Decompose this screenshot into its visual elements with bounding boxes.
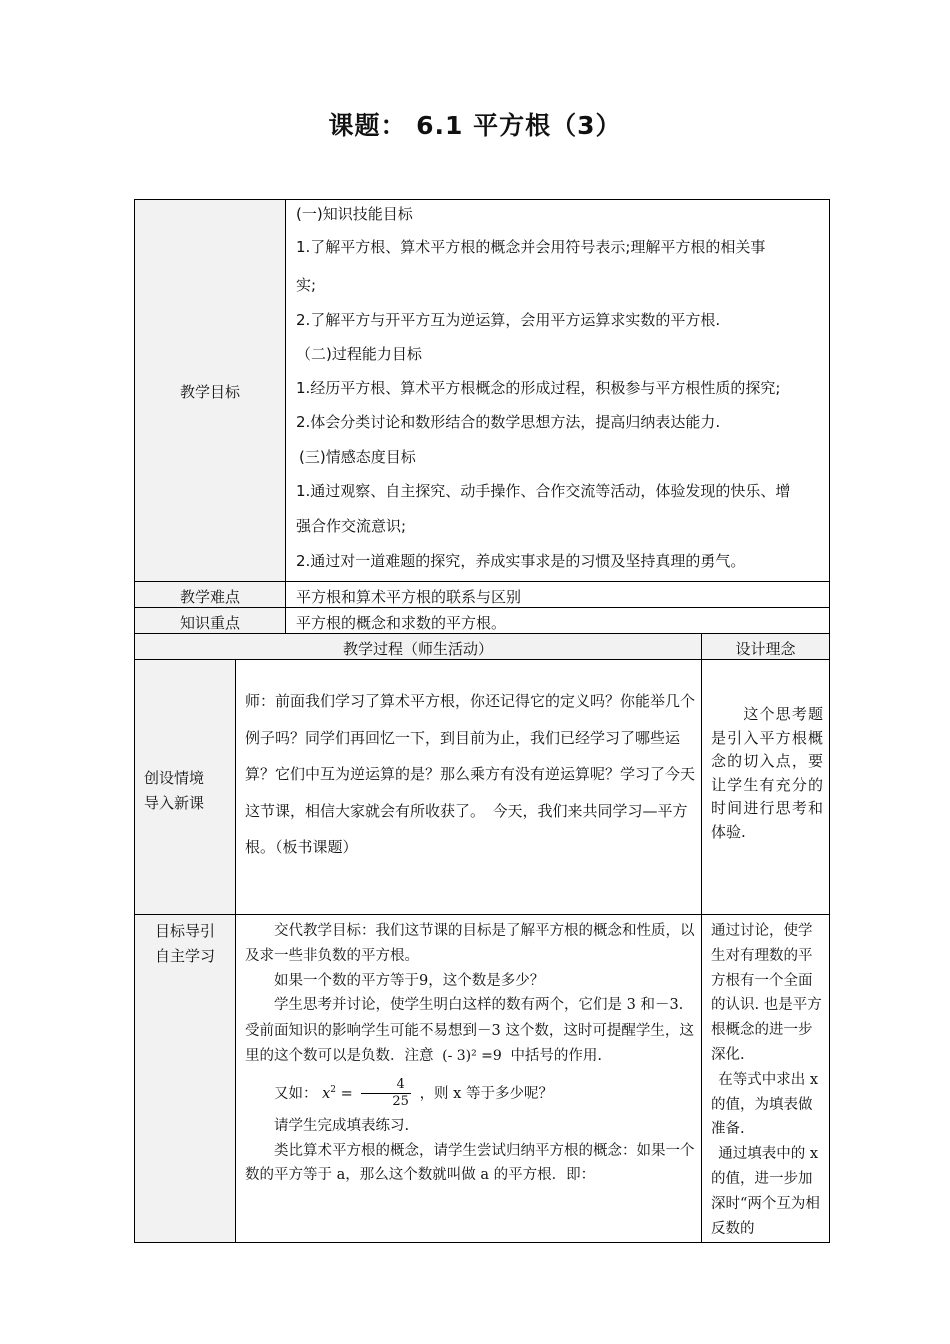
table-col-divider	[701, 633, 702, 1243]
table-row-divider	[134, 633, 830, 634]
section2-paragraph: 类比算术平方根的概念，请学生尝试归纳平方根的概念：如果一个数的平方等于 a，那么这个数就叫做 a 的平方根．即：	[245, 1142, 695, 1184]
objectives-line: （二)过程能力目标	[296, 345, 422, 363]
section2-paragraph: 如果一个数的平方等于9，这个数是多少？	[274, 972, 545, 989]
objectives-line: 强合作交流意识;	[296, 517, 407, 535]
section2-label-line1: 目标导引	[154, 922, 215, 940]
objectives-line: (一)知识技能目标	[296, 205, 413, 223]
fraction-denominator: 25	[392, 1094, 409, 1110]
math-variable: x	[322, 1085, 331, 1102]
objectives-line: 实;	[296, 276, 317, 294]
process-header-left: 教学过程（师生活动）	[342, 640, 493, 658]
section2-note	[711, 919, 823, 1241]
table-row-divider	[134, 914, 830, 915]
objectives-line: 1.经历平方根、算术平方根概念的形成过程，积极参与平方根性质的探究;	[296, 379, 781, 397]
section2-note-paragraph: 通过讨论，使学生对有理数的平方根有一个全面的认识. 也是平方根概念的进一步深化.	[711, 923, 822, 1063]
keypoint-value: 平方根的概念和求数的平方根。	[296, 614, 507, 632]
section2-label-line2: 自主学习	[154, 947, 215, 965]
page-title: 课题： 6.1 平方根（3）	[328, 111, 622, 140]
objectives-line: (三)情感态度目标	[299, 448, 416, 466]
section2-text: 学生思考并讨论，使学生明白这样的数有两个，它们是 3 和－3. 受前面知识的影响学生可能不易想到－3 这个数，这时可提醒学生，这里的这个数可以是负数．注意	[245, 997, 694, 1065]
section1-label-line2: 导入新课	[144, 794, 205, 812]
section2-text: 又如：	[274, 1085, 318, 1102]
section1-note: 这个思考题是引入平方根概念的切入点，要让学生有充分的时间进行思考和体验.	[711, 705, 823, 841]
table-border-bottom	[134, 1242, 830, 1243]
difficulty-label: 教学难点	[179, 588, 240, 606]
section2-paragraph: 请学生完成填表练习.	[274, 1117, 410, 1134]
section2-paragraph: 交代教学目标：我们这节课的目标是了解平方根的概念和性质，以及求一些非负数的平方根。	[245, 923, 695, 964]
section2-label	[135, 919, 235, 969]
table-row-divider	[134, 607, 830, 608]
table-row-divider	[134, 581, 830, 582]
section2-text: ，则 x 等于多少呢？	[419, 1085, 553, 1102]
objectives-line: 1.通过观察、自主探究、动手操作、合作交流等活动，体验发现的快乐、增	[296, 482, 791, 500]
table-col-divider	[235, 659, 236, 1243]
fraction-numerator: 4	[361, 1077, 411, 1094]
objectives-line: 2.了解平方与开平方互为逆运算，会用平方运算求实数的平方根.	[296, 311, 721, 329]
objectives-line: 2.体会分类讨论和数形结合的数学思想方法，提高归纳表达能力.	[296, 413, 721, 431]
difficulty-value: 平方根和算术平方根的联系与区别	[296, 588, 522, 606]
process-header-right: 设计理念	[735, 640, 796, 658]
objectives-line: 2.通过对一道难题的探究，养成实事求是的习惯及坚持真理的勇气。	[296, 552, 746, 570]
table-border-left	[134, 199, 135, 1243]
table-col-divider	[285, 199, 286, 633]
keypoint-label: 知识重点	[179, 614, 240, 632]
math-expression: (- 3)² =9	[442, 1048, 502, 1065]
section1-body: 师：前面我们学习了算术平方根，你还记得它的定义吗？你能举几个例子吗？同学们再回忆一下，到目前为止，我们已经学习了哪些运算？它们中互为逆运算的是？那么乘方有没有逆运算呢？学习了今天这节课，相信大家就会有所收获了。 今天，我们来共同学习—平方根。（板书课题）	[245, 692, 696, 856]
table-row-divider	[134, 659, 830, 660]
section2-body	[245, 919, 695, 1188]
section2-paragraph	[245, 993, 695, 1070]
table-border-right	[829, 199, 830, 1243]
section2-note-paragraph: 通过填表中的 x 的值，进一步加深时“两个互为相反数的	[711, 1146, 820, 1237]
section2-text: 中括号的作用.	[510, 1048, 603, 1065]
section2-paragraph	[245, 1070, 695, 1114]
math-fraction	[361, 1077, 411, 1110]
section1-label	[135, 766, 235, 816]
objectives-label: 教学目标	[179, 383, 240, 401]
math-exponent: 2	[330, 1084, 337, 1095]
math-equals: =	[340, 1085, 353, 1102]
section2-note-paragraph: 在等式中求出 x 的值，为填表做准备.	[711, 1071, 819, 1138]
section1-label-line1: 创设情境	[144, 769, 205, 787]
objectives-line: 1.了解平方根、算术平方根的概念并会用符号表示;理解平方根的相关事	[296, 238, 766, 256]
table-border-top	[134, 199, 830, 200]
